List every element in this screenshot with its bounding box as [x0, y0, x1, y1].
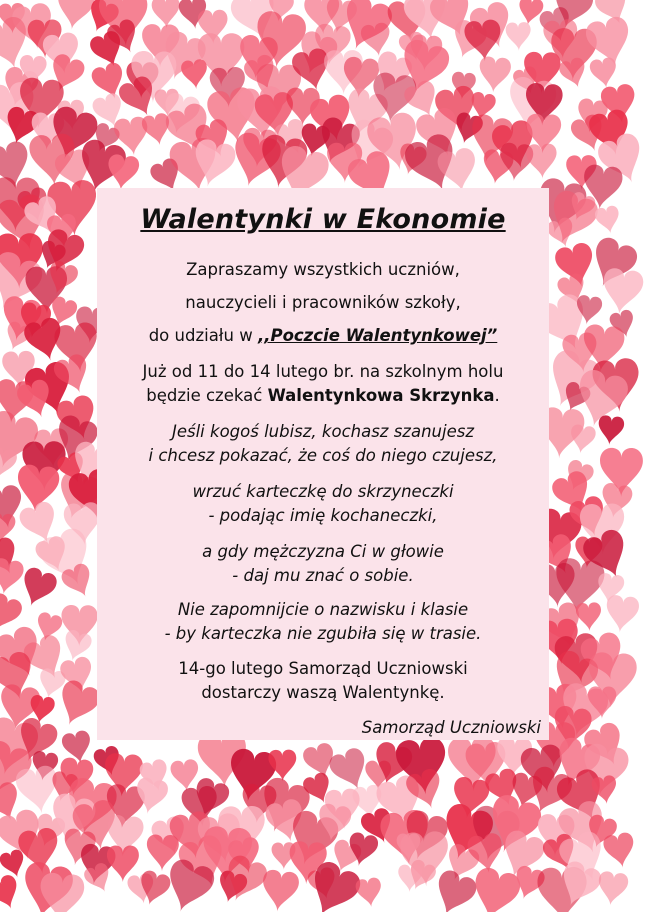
poem-line-4: - podając imię kochaneczki,	[208, 506, 438, 525]
walentynkowa-skrzynka: Walentynkowa Skrzynka	[267, 386, 495, 405]
dates-line-2-suffix: .	[494, 386, 500, 405]
heart-shape	[259, 869, 300, 912]
heart-shape	[355, 877, 384, 909]
heart-decoration	[478, 56, 512, 94]
poczta-walentynkowa-name: ,,Poczcie Walentynkowej”	[257, 326, 498, 345]
heart-decoration	[259, 869, 300, 912]
heart-decoration	[596, 415, 624, 447]
poster-panel	[97, 188, 549, 740]
heart-decoration	[602, 831, 638, 870]
poem-line-2: i chcesz pokazać, że coś do niego czujesz,	[148, 446, 498, 465]
heart-decoration	[596, 870, 630, 907]
heart-decoration	[599, 267, 644, 317]
heart-shape	[478, 56, 512, 94]
heart-decoration	[180, 59, 209, 91]
heart-shape	[428, 867, 480, 912]
invite-line-3	[97, 324, 549, 348]
heart-shape	[180, 59, 209, 91]
delivery-line-1: 14-go lutego Samorząd Uczniowski	[178, 659, 468, 678]
heart-shape	[576, 602, 602, 632]
poster-title: Walentynki w Ekonomie	[140, 204, 506, 235]
heart-decoration	[60, 628, 94, 664]
heart-shape	[505, 22, 531, 52]
heart-shape	[151, 0, 180, 29]
poem-line-6: - daj mu znać o sobie.	[232, 566, 414, 585]
heart-shape	[599, 267, 644, 317]
heart-shape	[60, 628, 94, 664]
heart-decoration	[576, 602, 602, 632]
heart-decoration	[526, 143, 558, 179]
heart-shape	[596, 870, 630, 907]
poem-line-7: Nie zapomnijcie o nazwisku i klasie	[177, 600, 469, 619]
poem-line-1: Jeśli kogoś lubisz, kochasz szanujesz	[171, 422, 474, 441]
invite-line-1: Zapraszamy wszystkich uczniów,	[186, 260, 460, 279]
heart-decoration	[0, 873, 25, 912]
heart-decoration	[604, 594, 640, 634]
heart-shape	[0, 557, 25, 597]
invite-line-2: nauczycieli i pracowników szkoły,	[185, 293, 461, 312]
signature: Samorząd Uczniowski	[361, 718, 541, 737]
heart-decoration	[428, 867, 480, 912]
poem-line-3: wrzuć karteczkę do skrzyneczki	[192, 482, 454, 501]
heart-shape	[602, 831, 638, 870]
heart-shape	[596, 415, 624, 447]
heart-shape	[526, 143, 558, 179]
heart-decoration	[355, 877, 384, 909]
heart-decoration	[268, 749, 296, 781]
invite-line-3-prefix: do udziału w	[148, 326, 258, 345]
heart-shape	[516, 0, 544, 27]
dates-line-2-prefix: będzie czekać	[146, 386, 268, 405]
heart-shape	[0, 873, 25, 912]
heart-decoration	[151, 0, 180, 29]
heart-decoration	[589, 56, 620, 90]
heart-shape	[594, 205, 623, 236]
poem-line-5: a gdy mężczyzna Ci w głowie	[202, 542, 444, 561]
poem-line-8: - by karteczka nie zgubiła się w trasie.	[164, 624, 482, 643]
heart-decoration	[516, 0, 544, 27]
heart-shape	[589, 56, 620, 90]
dates-line-1: Już od 11 do 14 lutego br. na szkolnym holu	[142, 362, 504, 381]
heart-decoration	[0, 557, 25, 597]
heart-decoration	[594, 205, 623, 236]
heart-decoration	[170, 759, 201, 793]
dates-line-2	[97, 384, 549, 408]
heart-shape	[604, 594, 640, 634]
delivery-line-2: dostarczy waszą Walentynkę.	[201, 683, 445, 702]
heart-shape	[268, 749, 296, 781]
heart-shape	[170, 759, 201, 793]
heart-decoration	[505, 22, 531, 52]
